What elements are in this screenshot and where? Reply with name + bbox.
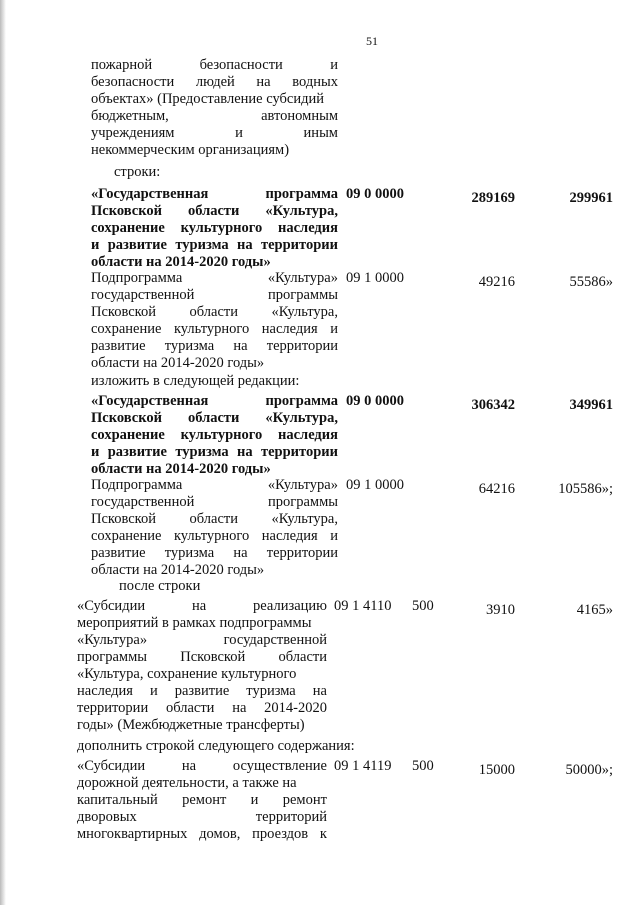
row-description-line (91, 494, 338, 511)
word: «Культура» (267, 477, 338, 493)
word: Подпрограмма (91, 477, 183, 493)
word: и (250, 792, 259, 808)
word: домов, (199, 826, 241, 842)
word: туризма (164, 545, 215, 561)
word: «Культура, (265, 203, 338, 219)
word: на (232, 700, 247, 716)
word: области (189, 511, 238, 527)
word: и (330, 321, 338, 337)
row-description-line (91, 410, 338, 427)
word: многоквартирных (77, 826, 188, 842)
word: программы (77, 649, 147, 665)
text-line (91, 108, 338, 125)
word: территории (266, 338, 338, 354)
word: развитие (174, 683, 230, 699)
word: развитие (91, 545, 146, 561)
row-description-line (77, 632, 327, 649)
word: автономным (261, 108, 338, 124)
word: наследия (77, 683, 133, 699)
amount-year-2: 349961 (569, 397, 613, 413)
row-description-line (77, 598, 327, 615)
word: «Субсидии (77, 758, 146, 774)
row-description-line (77, 792, 327, 809)
word: культурного (173, 528, 250, 544)
row-description-line (91, 237, 338, 254)
row-description-line (91, 393, 338, 410)
word: «Субсидии (77, 598, 146, 614)
amount-year-1: 64216 (478, 481, 515, 497)
row-description-line (91, 477, 338, 494)
word: территории (77, 700, 149, 716)
word: и (149, 683, 158, 699)
row-description-line (91, 511, 338, 528)
word: сохранение (91, 321, 162, 337)
row-description-line (91, 427, 338, 444)
expense-type: 500 (412, 598, 434, 614)
scan-edge (0, 0, 6, 905)
row-description-line (91, 321, 338, 338)
row-description-line (77, 700, 327, 717)
target-code: 09 1 4119 (334, 758, 392, 774)
row-description-line (91, 220, 338, 237)
word: области (189, 304, 238, 320)
row-description-line: мероприятий в рамках подпрограммы (77, 615, 312, 631)
row-description-line (91, 338, 338, 355)
instruction-text: изложить в следующей редакции: (91, 373, 300, 389)
word: программы (268, 494, 338, 510)
amount-year-1: 49216 (478, 274, 515, 290)
word: безопасности (199, 57, 283, 73)
word: капитальный (77, 792, 158, 808)
row-description-line (91, 444, 338, 461)
word: на (233, 545, 248, 561)
word: «Государственная (91, 393, 209, 409)
row-description-line (91, 304, 338, 321)
word: туризма (164, 338, 215, 354)
amount-year-2: 299961 (569, 190, 613, 206)
text-line (91, 57, 338, 74)
word: государственной (91, 494, 195, 510)
word: территории (266, 545, 338, 561)
row-description-line (91, 287, 338, 304)
word: культурного (173, 321, 250, 337)
word: Подпрограмма (91, 270, 183, 286)
word: «Культура, (271, 511, 338, 527)
target-code: 09 0 0000 (346, 393, 404, 409)
amount-year-1: 3910 (486, 602, 515, 618)
word: на (236, 237, 253, 253)
word: бюджетным, (91, 108, 169, 124)
word: развитие (107, 237, 167, 253)
target-code: 09 1 0000 (346, 477, 404, 493)
target-code: 09 1 0000 (346, 270, 404, 286)
word: на (233, 338, 248, 354)
page-number: 51 (366, 34, 378, 48)
row-description-line (77, 649, 327, 666)
text-line (91, 74, 338, 91)
word: развитие (91, 338, 146, 354)
word: людей (195, 74, 235, 90)
word: и (91, 444, 100, 460)
word: «Культура» (267, 270, 338, 286)
word: наследия (278, 427, 338, 443)
instruction-text: после строки (119, 578, 201, 594)
word: туризма (175, 237, 229, 253)
word: культурного (180, 220, 263, 236)
word: развитие (107, 444, 167, 460)
word: дворовых (77, 809, 137, 825)
word: «Государственная (91, 186, 209, 202)
word: территорий (255, 809, 327, 825)
word: на (191, 598, 207, 614)
text-line: некоммерческим организациям) (91, 142, 290, 158)
word: пожарной (91, 57, 153, 73)
instruction-text: строки: (114, 164, 161, 180)
word: «Культура» (77, 632, 148, 648)
row-description-line: области на 2014-2020 годы» (91, 254, 271, 270)
target-code: 09 0 0000 (346, 186, 404, 202)
word: иным (303, 125, 338, 141)
word: водных (292, 74, 338, 90)
word: Псковской (91, 304, 156, 320)
word: ремонт (182, 792, 227, 808)
word: наследия (261, 528, 318, 544)
word: программы (268, 287, 338, 303)
word: государственной (223, 632, 327, 648)
word: сохранение (91, 528, 162, 544)
row-description-line (77, 826, 327, 843)
row-description-line (77, 683, 327, 700)
amount-year-1: 306342 (471, 397, 515, 413)
text-line: объектах» (Предоставление субсидий (91, 91, 324, 107)
amount-year-1: 15000 (478, 762, 515, 778)
word: сохранение (91, 427, 165, 443)
row-description-line (77, 809, 327, 826)
target-code: 09 1 4110 (334, 598, 392, 614)
word: проездов (252, 826, 309, 842)
word: учреждениям (91, 125, 175, 141)
word: «Культура, (271, 304, 338, 320)
word: области (187, 410, 240, 426)
word: и (330, 528, 338, 544)
word: осуществление (232, 758, 327, 774)
row-description-line: области на 2014-2020 годы» (91, 461, 271, 477)
word: наследия (261, 321, 318, 337)
word: на (256, 74, 271, 90)
row-description-line (91, 203, 338, 220)
word: и (91, 237, 100, 253)
word: Псковской (91, 511, 156, 527)
amount-year-2: 50000»; (565, 762, 613, 778)
word: и (235, 125, 243, 141)
row-description-line (77, 758, 327, 775)
row-description-line: области на 2014-2020 годы» (91, 562, 265, 578)
amount-year-2: 105586»; (558, 481, 613, 497)
word: на (312, 683, 327, 699)
expense-type: 500 (412, 758, 434, 774)
word: области (165, 700, 215, 716)
word: Псковской (91, 203, 162, 219)
text-line (91, 125, 338, 142)
word: Псковской (91, 410, 162, 426)
row-description-line: дорожной деятельности, а также на (77, 775, 297, 791)
word: туризма (246, 683, 296, 699)
amount-year-2: 55586» (569, 274, 613, 290)
word: и (330, 57, 338, 73)
word: наследия (278, 220, 338, 236)
row-description-line: годы» (Межбюджетные трансферты) (77, 717, 305, 733)
amount-year-1: 289169 (471, 190, 515, 206)
word: к (319, 826, 327, 842)
row-description-line (91, 270, 338, 287)
row-description-line: области на 2014-2020 годы» (91, 355, 265, 371)
word: Псковской (180, 649, 246, 665)
word: на (181, 758, 197, 774)
word: культурного (180, 427, 263, 443)
word: государственной (91, 287, 195, 303)
word: безопасности (91, 74, 175, 90)
word: 2014-2020 (264, 700, 327, 716)
word: программа (265, 393, 338, 409)
row-description-line: «Культура, сохранение культурного (77, 666, 297, 682)
word: реализацию (253, 598, 327, 614)
word: области (278, 649, 327, 665)
word: на (236, 444, 253, 460)
word: сохранение (91, 220, 165, 236)
word: территории (260, 444, 338, 460)
row-description-line (91, 528, 338, 545)
row-description-line (91, 186, 338, 203)
amount-year-2: 4165» (576, 602, 613, 618)
word: территории (260, 237, 338, 253)
word: области (187, 203, 240, 219)
word: ремонт (282, 792, 327, 808)
row-description-line (91, 545, 338, 562)
word: «Культура, (265, 410, 338, 426)
instruction-text: дополнить строкой следующего содержания: (77, 738, 355, 754)
word: туризма (175, 444, 229, 460)
word: программа (265, 186, 338, 202)
